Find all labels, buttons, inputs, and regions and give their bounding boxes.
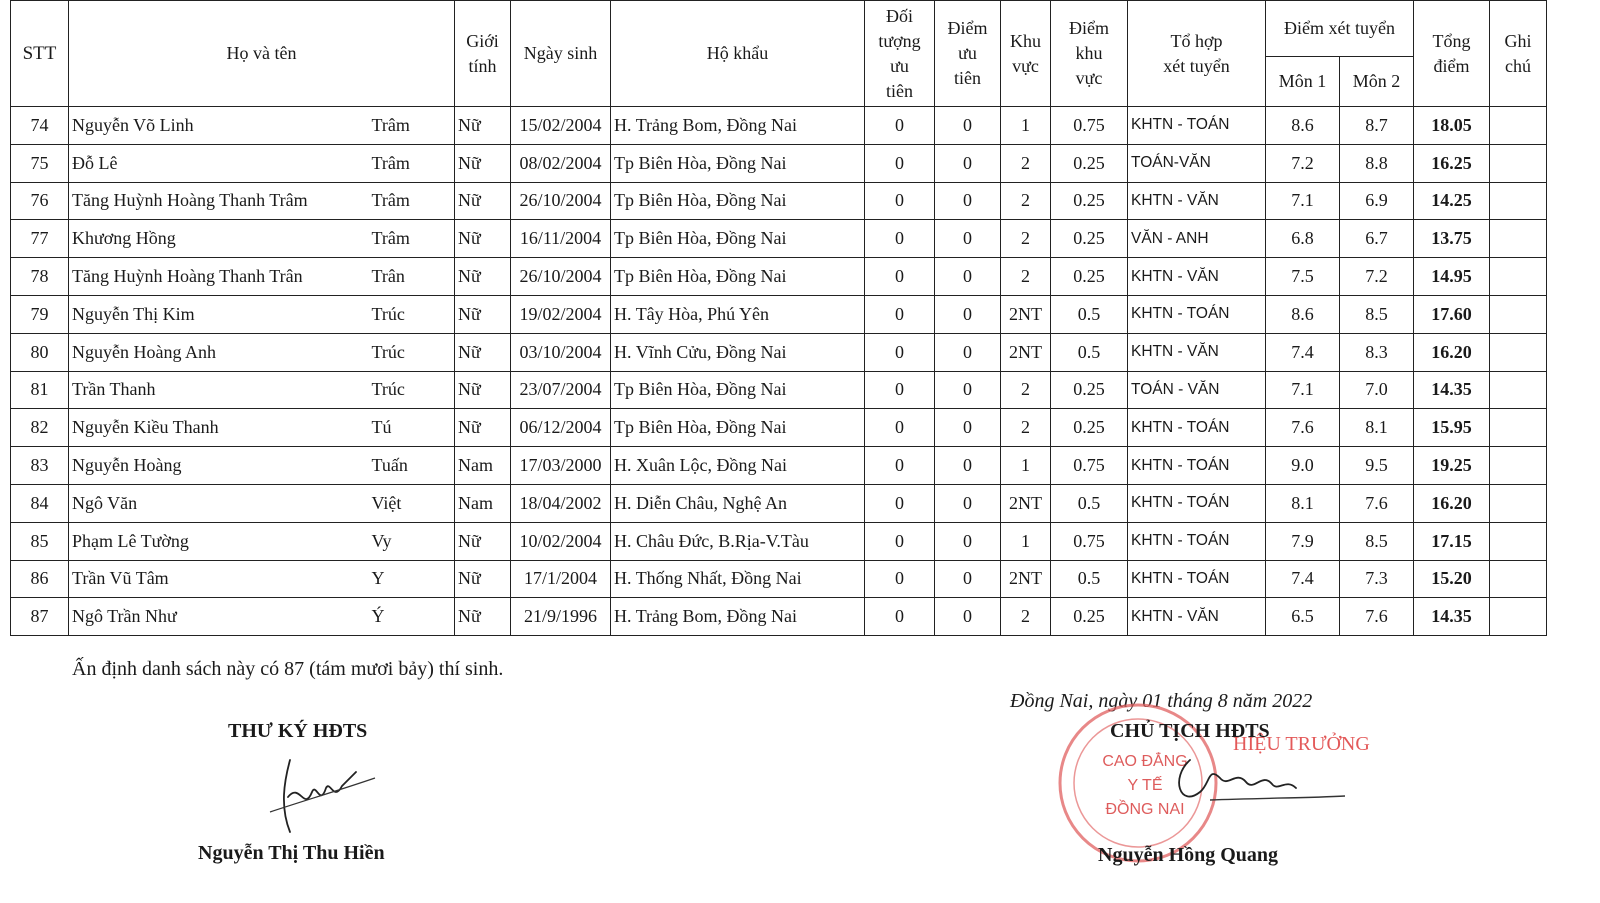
cell-area: 2: [1001, 258, 1051, 296]
cell-subject1: 7.2: [1266, 144, 1340, 182]
cell-total: 14.35: [1414, 598, 1490, 636]
cell-subject1: 8.6: [1266, 295, 1340, 333]
cell-family-name: Nguyễn Hoàng: [69, 447, 369, 485]
cell-note: [1490, 333, 1547, 371]
cell-subject2: 7.0: [1340, 371, 1414, 409]
cell-stt: 85: [11, 522, 69, 560]
cell-total: 14.35: [1414, 371, 1490, 409]
chair-name: Nguyễn Hồng Quang: [1098, 844, 1279, 866]
cell-combination: KHTN - TOÁN: [1128, 560, 1266, 598]
cell-priority-points: 0: [935, 220, 1001, 258]
cell-gender: Nữ: [455, 144, 511, 182]
cell-priority-group: 0: [865, 371, 935, 409]
cell-note: [1490, 560, 1547, 598]
cell-gender: Nữ: [455, 258, 511, 296]
cell-note: [1490, 295, 1547, 333]
cell-hometown: Tp Biên Hòa, Đồng Nai: [611, 182, 865, 220]
cell-priority-group: 0: [865, 220, 935, 258]
cell-stt: 79: [11, 295, 69, 333]
header-stt: STT: [11, 1, 69, 107]
cell-note: [1490, 144, 1547, 182]
cell-given-name: Ý: [369, 598, 455, 636]
cell-area-points: 0.5: [1051, 295, 1128, 333]
cell-family-name: Nguyễn Thị Kim: [69, 295, 369, 333]
cell-area: 2NT: [1001, 560, 1051, 598]
cell-gender: Nữ: [455, 182, 511, 220]
cell-combination: KHTN - VĂN: [1128, 333, 1266, 371]
header-priority-group: Đối tượng ưu tiên: [865, 1, 935, 107]
cell-subject1: 8.1: [1266, 484, 1340, 522]
cell-hometown: H. Trảng Bom, Đồng Nai: [611, 107, 865, 145]
cell-total: 14.95: [1414, 258, 1490, 296]
header-admission-scores: Điểm xét tuyển: [1266, 1, 1414, 57]
cell-stt: 84: [11, 484, 69, 522]
cell-dob: 17/1/2004: [511, 560, 611, 598]
header-name: Họ và tên: [69, 1, 455, 107]
header-subject1: Môn 1: [1266, 57, 1340, 107]
cell-area-points: 0.75: [1051, 522, 1128, 560]
table-row: [11, 144, 1547, 182]
cell-area: 1: [1001, 447, 1051, 485]
cell-total: 17.15: [1414, 522, 1490, 560]
cell-subject1: 7.9: [1266, 522, 1340, 560]
cell-combination: TOÁN - VĂN: [1128, 371, 1266, 409]
cell-stt: 78: [11, 258, 69, 296]
cell-priority-points: 0: [935, 447, 1001, 485]
cell-priority-group: 0: [865, 522, 935, 560]
cell-dob: 10/02/2004: [511, 522, 611, 560]
cell-hometown: Tp Biên Hòa, Đồng Nai: [611, 409, 865, 447]
cell-total: 13.75: [1414, 220, 1490, 258]
cell-family-name: Nguyễn Hoàng Anh: [69, 333, 369, 371]
cell-priority-points: 0: [935, 182, 1001, 220]
secretary-signature-icon: [260, 752, 380, 842]
cell-total: 17.60: [1414, 295, 1490, 333]
cell-note: [1490, 484, 1547, 522]
table-row: [11, 220, 1547, 258]
cell-gender: Nam: [455, 484, 511, 522]
table-row: [11, 598, 1547, 636]
cell-total: 16.25: [1414, 144, 1490, 182]
cell-gender: Nữ: [455, 560, 511, 598]
cell-given-name: Tú: [369, 409, 455, 447]
cell-total: 14.25: [1414, 182, 1490, 220]
cell-family-name: Khương Hồng: [69, 220, 369, 258]
cell-area: 2NT: [1001, 333, 1051, 371]
cell-priority-group: 0: [865, 295, 935, 333]
document-sheet: [10, 0, 1547, 636]
table-row: [11, 371, 1547, 409]
chair-title: CHỦ TỊCH HĐTS: [1110, 720, 1270, 742]
candidate-table: [10, 0, 1547, 636]
table-body: [11, 107, 1547, 636]
cell-combination: KHTN - VĂN: [1128, 258, 1266, 296]
cell-priority-points: 0: [935, 258, 1001, 296]
table-row: [11, 258, 1547, 296]
cell-total: 16.20: [1414, 484, 1490, 522]
cell-priority-points: 0: [935, 107, 1001, 145]
cell-area-points: 0.25: [1051, 258, 1128, 296]
cell-family-name: Ngô Văn: [69, 484, 369, 522]
cell-family-name: Trần Thanh: [69, 371, 369, 409]
cell-dob: 15/02/2004: [511, 107, 611, 145]
cell-area: 2: [1001, 220, 1051, 258]
cell-family-name: Trần Vũ Tâm: [69, 560, 369, 598]
cell-hometown: H. Châu Đức, B.Rịa-V.Tàu: [611, 522, 865, 560]
cell-stt: 83: [11, 447, 69, 485]
cell-note: [1490, 220, 1547, 258]
cell-given-name: Trúc: [369, 333, 455, 371]
cell-given-name: Y: [369, 560, 455, 598]
header-dob: Ngày sinh: [511, 1, 611, 107]
cell-subject2: 8.5: [1340, 522, 1414, 560]
cell-combination: KHTN - VĂN: [1128, 182, 1266, 220]
cell-subject2: 7.3: [1340, 560, 1414, 598]
cell-dob: 16/11/2004: [511, 220, 611, 258]
cell-subject1: 7.6: [1266, 409, 1340, 447]
table-row: [11, 295, 1547, 333]
cell-hometown: Tp Biên Hòa, Đồng Nai: [611, 220, 865, 258]
cell-family-name: Ngô Trần Như: [69, 598, 369, 636]
header-priority-points: Điểm ưu tiên: [935, 1, 1001, 107]
cell-subject1: 6.8: [1266, 220, 1340, 258]
cell-stt: 81: [11, 371, 69, 409]
cell-dob: 19/02/2004: [511, 295, 611, 333]
cell-given-name: Việt: [369, 484, 455, 522]
cell-subject1: 7.5: [1266, 258, 1340, 296]
cell-hometown: H. Thống Nhất, Đồng Nai: [611, 560, 865, 598]
cell-gender: Nữ: [455, 295, 511, 333]
cell-combination: TOÁN-VĂN: [1128, 144, 1266, 182]
cell-total: 15.95: [1414, 409, 1490, 447]
cell-total: 18.05: [1414, 107, 1490, 145]
cell-stt: 86: [11, 560, 69, 598]
cell-combination: KHTN - TOÁN: [1128, 409, 1266, 447]
cell-hometown: H. Vĩnh Cửu, Đồng Nai: [611, 333, 865, 371]
cell-given-name: Trâm: [369, 144, 455, 182]
cell-dob: 18/04/2002: [511, 484, 611, 522]
cell-dob: 23/07/2004: [511, 371, 611, 409]
cell-gender: Nữ: [455, 333, 511, 371]
cell-priority-group: 0: [865, 333, 935, 371]
cell-hometown: Tp Biên Hòa, Đồng Nai: [611, 258, 865, 296]
cell-note: [1490, 598, 1547, 636]
cell-area-points: 0.25: [1051, 598, 1128, 636]
cell-stt: 77: [11, 220, 69, 258]
cell-dob: 06/12/2004: [511, 409, 611, 447]
cell-subject2: 8.1: [1340, 409, 1414, 447]
cell-priority-points: 0: [935, 484, 1001, 522]
secretary-title: THƯ KÝ HĐTS: [228, 720, 368, 742]
cell-note: [1490, 107, 1547, 145]
cell-area: 2NT: [1001, 295, 1051, 333]
cell-area: 2: [1001, 182, 1051, 220]
cell-priority-points: 0: [935, 144, 1001, 182]
cell-stt: 74: [11, 107, 69, 145]
table-row: [11, 484, 1547, 522]
cell-given-name: Trâm: [369, 182, 455, 220]
cell-note: [1490, 182, 1547, 220]
cell-stt: 82: [11, 409, 69, 447]
cell-combination: VĂN - ANH: [1128, 220, 1266, 258]
cell-priority-group: 0: [865, 258, 935, 296]
cell-combination: KHTN - TOÁN: [1128, 295, 1266, 333]
cell-subject1: 9.0: [1266, 447, 1340, 485]
cell-area-points: 0.5: [1051, 333, 1128, 371]
cell-total: 15.20: [1414, 560, 1490, 598]
cell-priority-group: 0: [865, 598, 935, 636]
cell-total: 16.20: [1414, 333, 1490, 371]
cell-note: [1490, 258, 1547, 296]
cell-gender: Nữ: [455, 107, 511, 145]
cell-subject1: 7.4: [1266, 333, 1340, 371]
cell-subject2: 8.7: [1340, 107, 1414, 145]
cell-note: [1490, 522, 1547, 560]
cell-gender: Nữ: [455, 409, 511, 447]
cell-subject1: 6.5: [1266, 598, 1340, 636]
seal-text: CAO ĐẲNG Y TẾ ĐỒNG NAI: [1102, 753, 1188, 818]
cell-family-name: Tăng Huỳnh Hoàng Thanh Trâm: [69, 182, 369, 220]
cell-hometown: Tp Biên Hòa, Đồng Nai: [611, 144, 865, 182]
cell-area: 2: [1001, 144, 1051, 182]
cell-hometown: H. Tây Hòa, Phú Yên: [611, 295, 865, 333]
table-row: [11, 182, 1547, 220]
cell-family-name: Phạm Lê Tường: [69, 522, 369, 560]
cell-gender: Nữ: [455, 522, 511, 560]
cell-note: [1490, 447, 1547, 485]
cell-hometown: Tp Biên Hòa, Đồng Nai: [611, 371, 865, 409]
cell-priority-points: 0: [935, 295, 1001, 333]
cell-priority-points: 0: [935, 560, 1001, 598]
cell-given-name: Trân: [369, 258, 455, 296]
cell-dob: 03/10/2004: [511, 333, 611, 371]
header-combination: Tổ hợp xét tuyển: [1128, 1, 1266, 107]
cell-priority-group: 0: [865, 484, 935, 522]
cell-note: [1490, 409, 1547, 447]
cell-priority-points: 0: [935, 371, 1001, 409]
cell-combination: KHTN - TOÁN: [1128, 447, 1266, 485]
cell-given-name: Tuấn: [369, 447, 455, 485]
cell-area: 2NT: [1001, 484, 1051, 522]
cell-subject1: 7.4: [1266, 560, 1340, 598]
cell-area-points: 0.25: [1051, 144, 1128, 182]
cell-given-name: Trâm: [369, 220, 455, 258]
place-date: Đồng Nai, ngày 01 tháng 8 năm 2022: [1010, 690, 1313, 712]
cell-area-points: 0.75: [1051, 107, 1128, 145]
cell-note: [1490, 371, 1547, 409]
cell-priority-group: 0: [865, 144, 935, 182]
cell-subject1: 7.1: [1266, 182, 1340, 220]
cell-priority-group: 0: [865, 447, 935, 485]
cell-stt: 75: [11, 144, 69, 182]
header-subject2: Môn 2: [1340, 57, 1414, 107]
cell-subject2: 6.9: [1340, 182, 1414, 220]
cell-total: 19.25: [1414, 447, 1490, 485]
cell-subject2: 8.5: [1340, 295, 1414, 333]
cell-subject2: 7.2: [1340, 258, 1414, 296]
cell-area: 1: [1001, 107, 1051, 145]
cell-priority-points: 0: [935, 598, 1001, 636]
cell-area: 1: [1001, 522, 1051, 560]
cell-dob: 26/10/2004: [511, 258, 611, 296]
table-header: [11, 1, 1547, 107]
cell-area-points: 0.25: [1051, 409, 1128, 447]
table-row: [11, 409, 1547, 447]
cell-family-name: Nguyễn Võ Linh: [69, 107, 369, 145]
table-row: [11, 522, 1547, 560]
secretary-name: Nguyễn Thị Thu Hiền: [198, 842, 385, 864]
cell-area-points: 0.25: [1051, 220, 1128, 258]
cell-area: 2: [1001, 598, 1051, 636]
cell-gender: Nữ: [455, 371, 511, 409]
header-note: Ghi chú: [1490, 1, 1547, 107]
cell-dob: 08/02/2004: [511, 144, 611, 182]
cell-priority-points: 0: [935, 522, 1001, 560]
cell-area-points: 0.5: [1051, 560, 1128, 598]
header-area-points: Điểm khu vực: [1051, 1, 1128, 107]
header-gender: Giới tính: [455, 1, 511, 107]
cell-given-name: Trúc: [369, 295, 455, 333]
cell-priority-group: 0: [865, 182, 935, 220]
cell-priority-group: 0: [865, 560, 935, 598]
cell-dob: 17/03/2000: [511, 447, 611, 485]
header-total: Tổng điểm: [1414, 1, 1490, 107]
cell-priority-points: 0: [935, 409, 1001, 447]
cell-gender: Nữ: [455, 598, 511, 636]
cell-given-name: Trâm: [369, 107, 455, 145]
header-hometown: Hộ khẩu: [611, 1, 865, 107]
cell-stt: 80: [11, 333, 69, 371]
cell-subject2: 9.5: [1340, 447, 1414, 485]
cell-area-points: 0.25: [1051, 371, 1128, 409]
cell-subject2: 7.6: [1340, 484, 1414, 522]
cell-stt: 76: [11, 182, 69, 220]
cell-gender: Nam: [455, 447, 511, 485]
table-row: [11, 447, 1547, 485]
cell-subject2: 8.3: [1340, 333, 1414, 371]
cell-subject2: 7.6: [1340, 598, 1414, 636]
table-row: [11, 333, 1547, 371]
cell-area: 2: [1001, 371, 1051, 409]
cell-subject1: 8.6: [1266, 107, 1340, 145]
cell-hometown: H. Trảng Bom, Đồng Nai: [611, 598, 865, 636]
cell-hometown: H. Xuân Lộc, Đồng Nai: [611, 447, 865, 485]
cell-combination: KHTN - VĂN: [1128, 598, 1266, 636]
cell-given-name: Trúc: [369, 371, 455, 409]
cell-area-points: 0.75: [1051, 447, 1128, 485]
table-row: [11, 107, 1547, 145]
cell-area: 2: [1001, 409, 1051, 447]
cell-family-name: Đỗ Lê: [69, 144, 369, 182]
cell-priority-group: 0: [865, 107, 935, 145]
cell-priority-group: 0: [865, 409, 935, 447]
cell-combination: KHTN - TOÁN: [1128, 107, 1266, 145]
principal-stamp-title: HIỆU TRƯỞNG: [1233, 733, 1370, 755]
cell-dob: 21/9/1996: [511, 598, 611, 636]
cell-stt: 87: [11, 598, 69, 636]
cell-subject1: 7.1: [1266, 371, 1340, 409]
cell-area-points: 0.5: [1051, 484, 1128, 522]
list-confirmation-note: Ấn định danh sách này có 87 (tám mươi bảy) thí sinh.: [72, 658, 504, 680]
cell-priority-points: 0: [935, 333, 1001, 371]
cell-combination: KHTN - TOÁN: [1128, 484, 1266, 522]
table-row: [11, 560, 1547, 598]
cell-subject2: 8.8: [1340, 144, 1414, 182]
cell-combination: KHTN - TOÁN: [1128, 522, 1266, 560]
cell-area-points: 0.25: [1051, 182, 1128, 220]
cell-given-name: Vy: [369, 522, 455, 560]
cell-gender: Nữ: [455, 220, 511, 258]
cell-dob: 26/10/2004: [511, 182, 611, 220]
chair-signature-icon: [1150, 748, 1350, 818]
header-area: Khu vực: [1001, 1, 1051, 107]
cell-family-name: Tăng Huỳnh Hoàng Thanh Trân: [69, 258, 369, 296]
cell-family-name: Nguyễn Kiều Thanh: [69, 409, 369, 447]
cell-hometown: H. Diễn Châu, Nghệ An: [611, 484, 865, 522]
cell-subject2: 6.7: [1340, 220, 1414, 258]
